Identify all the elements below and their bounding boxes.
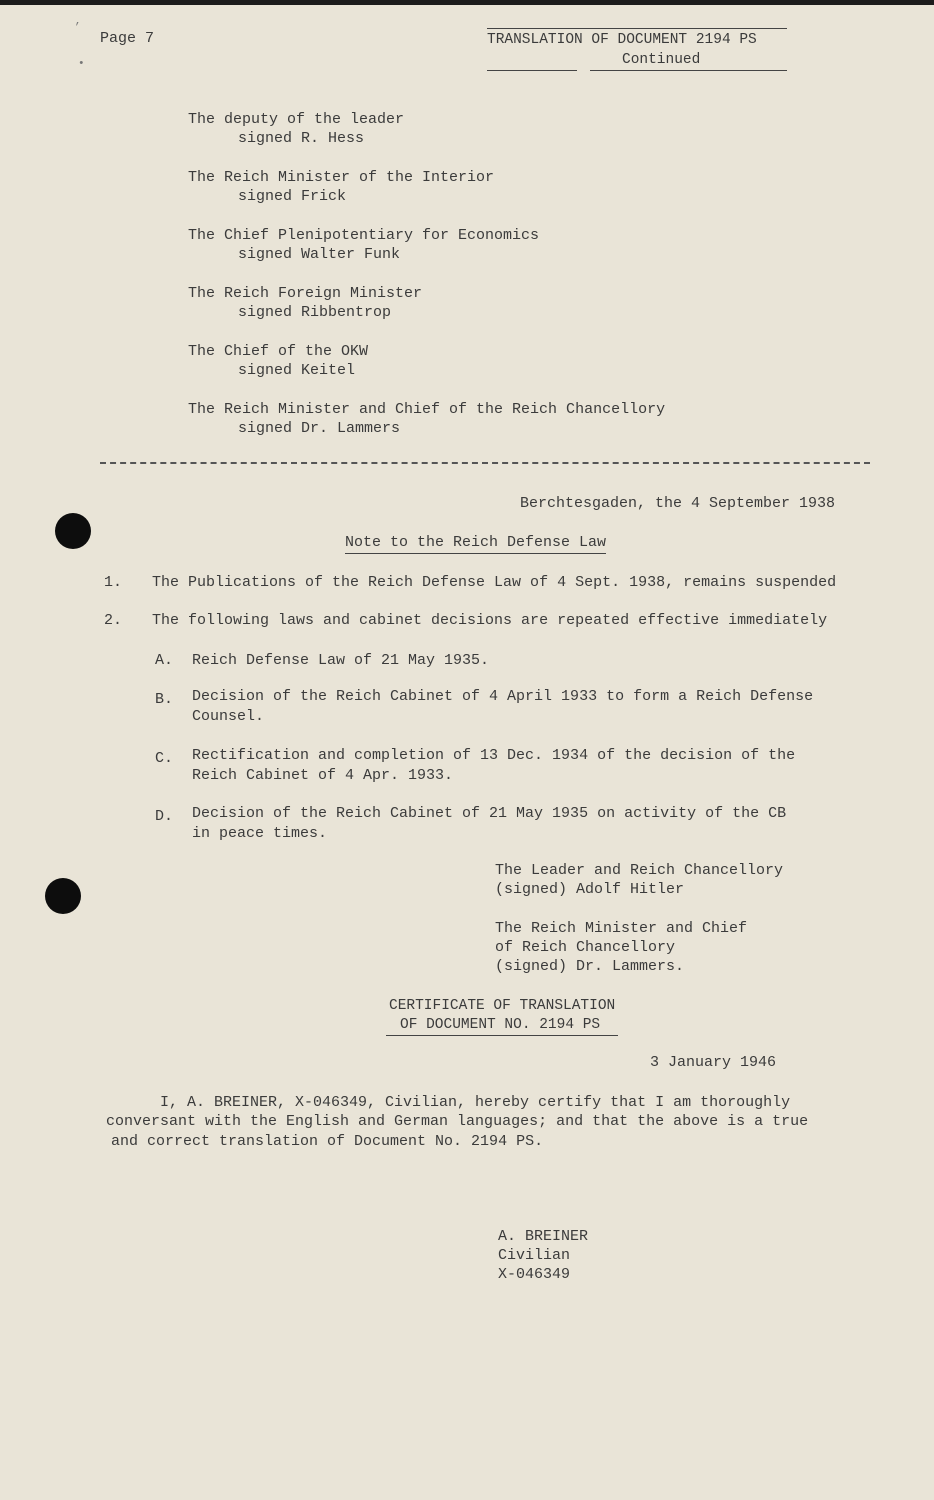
leader-signature: (signed) Adolf Hitler — [495, 881, 685, 898]
subitem-text-cont: Reich Cabinet of 4 Apr. 1933. — [192, 767, 454, 784]
certificate-title: CERTIFICATE OF TRANSLATION — [389, 998, 616, 1014]
subitem-letter: A. — [155, 652, 174, 669]
punch-hole — [45, 878, 81, 914]
signatory-signed: signed R. Hess — [238, 130, 365, 147]
translator-role: Civilian — [498, 1247, 571, 1264]
minister-signature: (signed) Dr. Lammers. — [495, 958, 685, 975]
header-rule-right — [590, 70, 787, 71]
minister-signature-title: The Reich Minister and Chief — [495, 920, 748, 937]
subitem-letter: D. — [155, 808, 174, 825]
leader-signature-title: The Leader and Reich Chancellory — [495, 862, 784, 879]
subitem-text: Rectification and completion of 13 Dec. 1934 of the decision of the — [192, 747, 796, 764]
place-date: Berchtesgaden, the 4 September 1938 — [520, 495, 836, 512]
subitem-text: Reich Defense Law of 21 May 1935. — [192, 652, 490, 669]
signatory-title: The deputy of the leader — [188, 111, 405, 128]
translator-id: X-046349 — [498, 1266, 571, 1283]
header-top-rule — [487, 28, 787, 29]
note-title: Note to the Reich Defense Law — [345, 533, 606, 554]
subitem-text: Decision of the Reich Cabinet of 4 April 1933 to form a Reich Defense — [192, 688, 814, 705]
document-title: TRANSLATION OF DOCUMENT 2194 PS — [487, 32, 757, 48]
signatory-signed: signed Frick — [238, 188, 347, 205]
certificate-body-line: and correct translation of Document No. 2194 PS. — [111, 1133, 544, 1150]
item-text: The Publications of the Reich Defense Law of 4 Sept. 1938, remains suspended — [152, 574, 837, 591]
punch-hole — [55, 513, 91, 549]
certificate-body-line: conversant with the English and German languages; and that the above is a true — [106, 1113, 809, 1130]
item-number: 2. — [104, 612, 123, 629]
subitem-letter: C. — [155, 750, 174, 767]
certificate-subtitle: OF DOCUMENT NO. 2194 PS — [386, 1015, 618, 1036]
signatory-title: The Chief of the OKW — [188, 343, 369, 360]
subitem-text: Decision of the Reich Cabinet of 21 May 1935 on activity of the CB — [192, 805, 787, 822]
certificate-body-line: I, A. BREINER, X-046349, Civilian, hereby certify that I am thoroughly — [160, 1094, 791, 1111]
signatory-title: The Reich Minister and Chief of the Reich Chancellory — [188, 401, 666, 418]
signatory-signed: signed Dr. Lammers — [238, 420, 401, 437]
signatory-signed: signed Ribbentrop — [238, 304, 392, 321]
stray-mark: • — [78, 58, 85, 70]
certificate-date: 3 January 1946 — [650, 1054, 777, 1071]
subitem-text-cont: Counsel. — [192, 708, 265, 725]
signatory-signed: signed Keitel — [238, 362, 356, 379]
item-text: The following laws and cabinet decisions are repeated effective immediately — [152, 612, 828, 629]
minister-signature-title-cont: of Reich Chancellory — [495, 939, 676, 956]
dashed-separator — [100, 462, 870, 464]
signatory-title: The Reich Foreign Minister — [188, 285, 423, 302]
header-rule-left — [487, 70, 577, 71]
subitem-text-cont: in peace times. — [192, 825, 328, 842]
signatory-signed: signed Walter Funk — [238, 246, 401, 263]
continued-label: Continued — [622, 52, 701, 68]
signatory-title: The Reich Minister of the Interior — [188, 169, 495, 186]
top-edge-bar — [0, 0, 934, 5]
page-label: Page 7 — [100, 30, 155, 47]
translator-name: A. BREINER — [498, 1228, 589, 1245]
subitem-letter: B. — [155, 691, 174, 708]
signatory-title: The Chief Plenipotentiary for Economics — [188, 227, 540, 244]
stray-mark: ’ — [74, 22, 81, 34]
item-number: 1. — [104, 574, 123, 591]
